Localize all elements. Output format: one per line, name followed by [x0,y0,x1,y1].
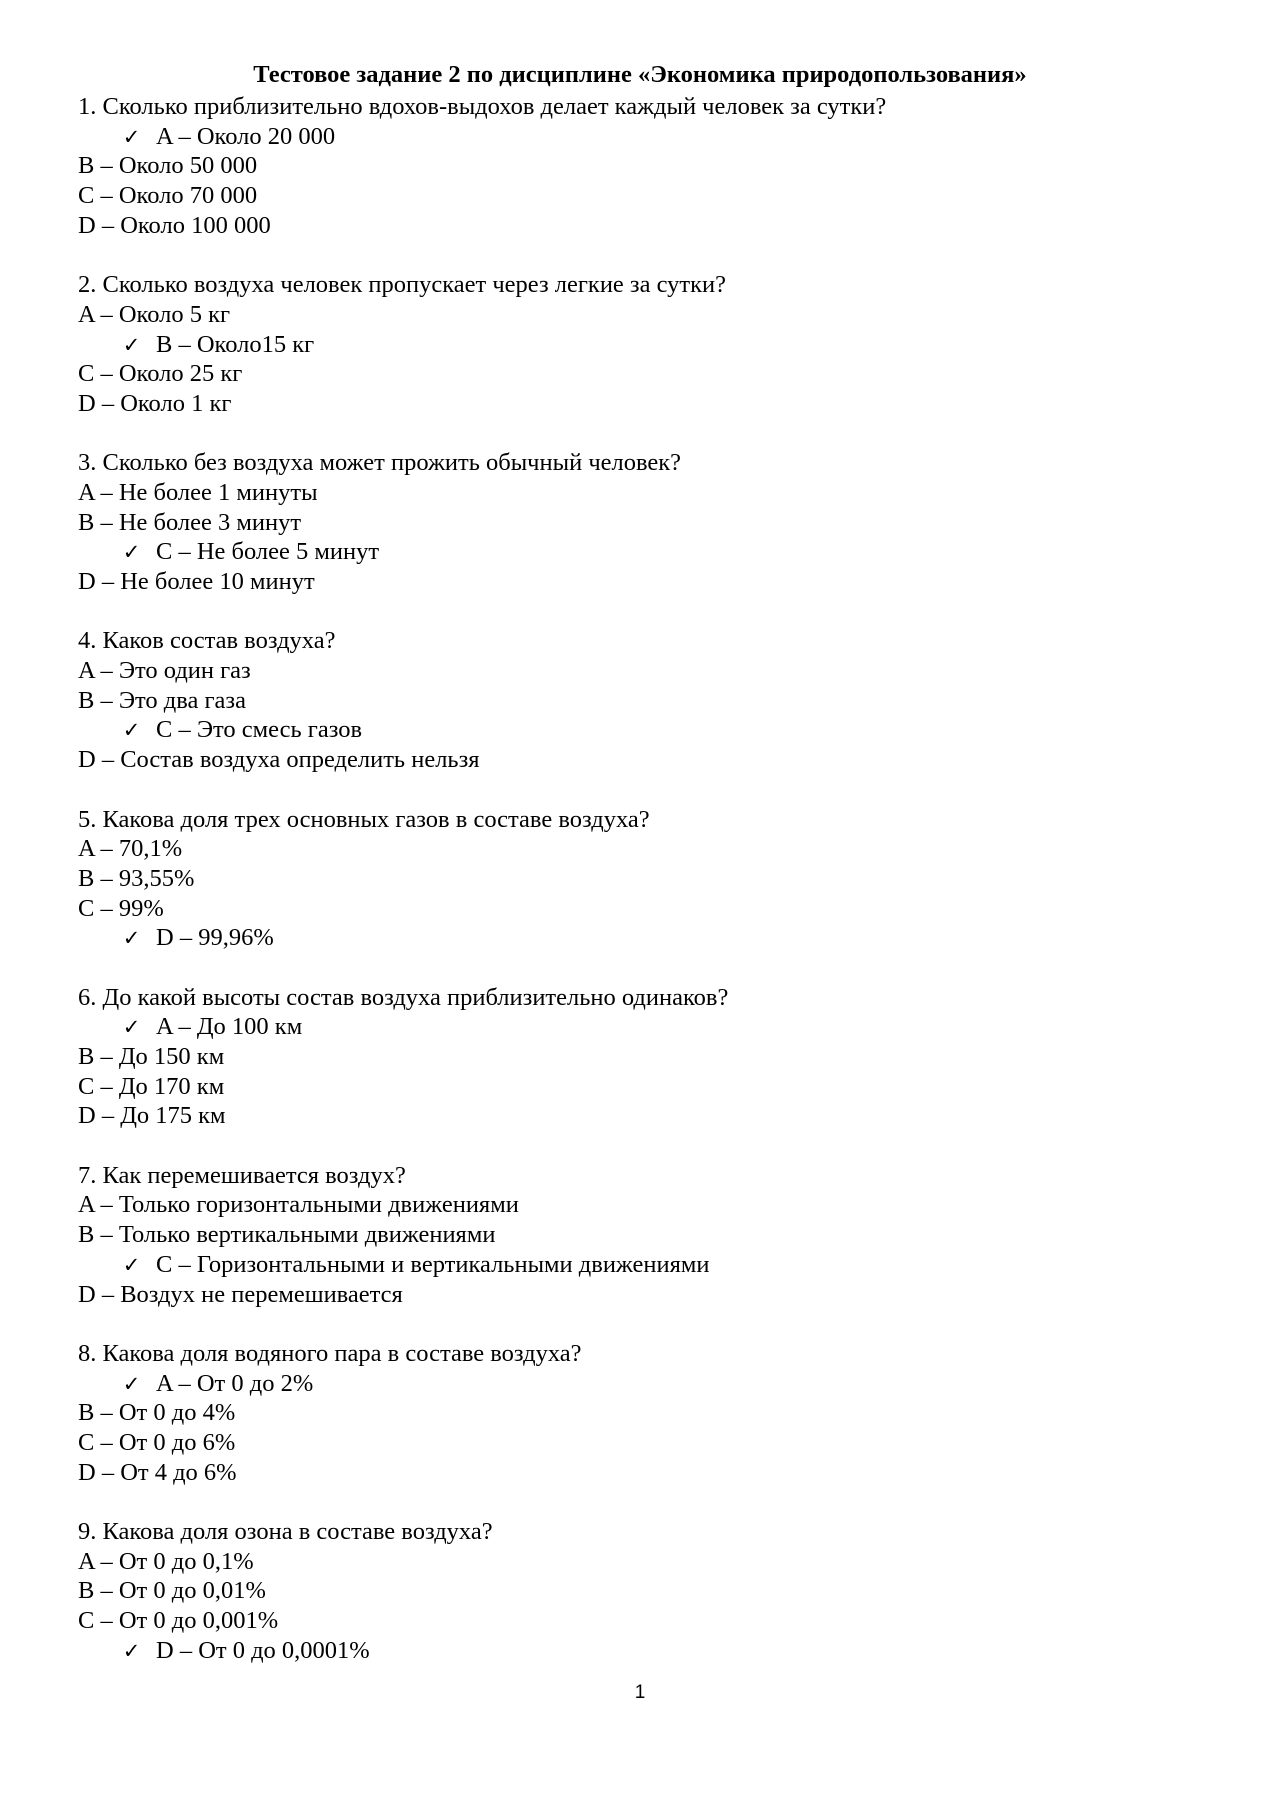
answer-text: D – 99,96% [156,924,274,952]
question-text: 4. Каков состав воздуха? [78,627,336,655]
answer-text: D – От 4 до 6% [78,1458,237,1486]
answer-text: D – Около 1 кг [78,389,232,417]
question-text: 8. Какова доля водяного пара в составе воздуха? [78,1339,582,1367]
answer-text: D – От 0 до 0,0001% [156,1636,370,1664]
question-text: 6. До какой высоты состав воздуха приблизительно одинаков? [78,983,729,1011]
page-number: 1 [634,1682,646,1703]
answer-option [78,508,1208,538]
answer-option-correct [78,1250,1208,1280]
answer-text: C – Это смесь газов [156,716,363,744]
answer-option [78,894,1208,924]
answer-option [78,745,1208,775]
check-mark-icon: ✓ [122,926,141,951]
answer-option [78,478,1208,508]
answer-text: C – От 0 до 6% [78,1428,236,1456]
answer-text: A – От 0 до 0,1% [78,1547,254,1575]
check-mark-icon: ✓ [122,124,141,149]
answer-text: A – Около 20 000 [156,122,336,150]
check-mark-icon: ✓ [122,1015,141,1040]
answer-option-correct [78,1369,1208,1399]
document-title: Тестовое задание 2 по дисциплине «Экономика природопользования» [253,61,1027,88]
answer-text: C – Не более 5 минут [156,538,380,566]
answer-option [78,1398,1208,1428]
answer-option-correct [78,923,1208,953]
answer-option [78,1190,1208,1220]
answer-option [78,1072,1208,1102]
answer-option [78,359,1208,389]
answer-text: A – Только горизонтальными движениями [78,1191,519,1219]
answer-text: D – Воздух не перемешивается [78,1280,403,1308]
question-text: 7. Как перемешивается воздух? [78,1161,406,1189]
question-text: 3. Сколько без воздуха может прожить обычный человек? [78,449,682,477]
question-block [78,270,1208,448]
spacer [78,1487,1208,1517]
question-list [78,92,1208,1665]
answer-text: A – До 100 км [156,1013,303,1041]
spacer [78,775,1208,805]
question-text: 5. Какова доля трех основных газов в составе воздуха? [78,805,650,833]
answer-text: A – Около 5 кг [78,300,231,328]
question-block [78,983,1208,1161]
answer-text: B – До 150 км [78,1043,225,1070]
question-text: 1. Сколько приблизительно вдохов-выдохов делает каждый человек за сутки? [78,93,887,120]
answer-text: C – 99% [78,894,164,922]
answer-option [78,300,1208,330]
answer-option [78,834,1208,864]
answer-option [78,1606,1208,1636]
answer-text: D – Не более 10 минут [78,568,315,595]
answer-text: C – До 170 км [78,1072,225,1100]
answer-text: A – От 0 до 2% [156,1369,314,1397]
spacer [78,1131,1208,1161]
spacer [78,597,1208,627]
check-mark-icon: ✓ [122,1638,141,1663]
spacer [78,953,1208,983]
answer-option [78,1220,1208,1250]
answer-text: D – Около 100 000 [78,211,271,239]
spacer [78,1309,1208,1339]
answer-text: C – Около 25 кг [78,360,243,388]
answer-option-correct [78,122,1208,152]
answer-text: C – Горизонтальными и вертикальными движениями [156,1250,710,1278]
answer-text: B – Около 50 000 [78,152,258,180]
answer-option [78,389,1208,419]
question-block [78,1161,1208,1339]
answer-text: A – 70,1% [78,835,183,863]
answer-text: C – От 0 до 0,001% [78,1607,279,1635]
spacer [78,419,1208,449]
question-block [78,448,1208,626]
question-block [78,92,1208,270]
answer-text: B – 93,55% [78,864,195,892]
answer-text: A – Не более 1 минуты [78,478,318,506]
answer-option [78,1547,1208,1577]
answer-option [78,1101,1208,1131]
check-mark-icon: ✓ [122,1252,141,1277]
answer-text: D – До 175 км [78,1102,226,1130]
answer-text: B – От 0 до 0,01% [78,1577,266,1605]
answer-option [78,686,1208,716]
answer-option-correct [78,330,1208,360]
answer-option [78,1458,1208,1488]
question-text: 2. Сколько воздуха человек пропускает через легкие за сутки? [78,271,727,299]
question-block [78,1517,1208,1665]
answer-option-correct [78,715,1208,745]
answer-option [78,1280,1208,1310]
check-mark-icon: ✓ [122,1371,141,1396]
answer-option [78,1428,1208,1458]
question-text: 9. Какова доля озона в составе воздуха? [78,1518,493,1545]
answer-text: D – Состав воздуха определить нельзя [78,746,480,774]
answer-option [78,151,1208,181]
answer-option [78,181,1208,211]
answer-option [78,864,1208,894]
answer-text: C – Около 70 000 [78,182,258,210]
answer-option [78,567,1208,597]
answer-option-correct [78,537,1208,567]
check-mark-icon: ✓ [122,540,141,565]
check-mark-icon: ✓ [122,332,141,357]
answer-option [78,656,1208,686]
answer-text: B – Только вертикальными движениями [78,1221,496,1249]
answer-option [78,1042,1208,1072]
question-block [78,626,1208,804]
answer-option-correct [78,1636,1208,1666]
answer-text: B – Не более 3 минут [78,508,302,536]
answer-option [78,1576,1208,1606]
spacer [78,240,1208,270]
answer-text: A – Это один газ [78,657,251,685]
answer-text: B – Это два газа [78,686,246,714]
question-block [78,805,1208,983]
check-mark-icon: ✓ [122,718,141,743]
question-block [78,1339,1208,1517]
answer-text: B – Около15 кг [156,330,315,358]
answer-text: B – От 0 до 4% [78,1399,236,1427]
answer-option-correct [78,1012,1208,1042]
answer-option [78,211,1208,241]
